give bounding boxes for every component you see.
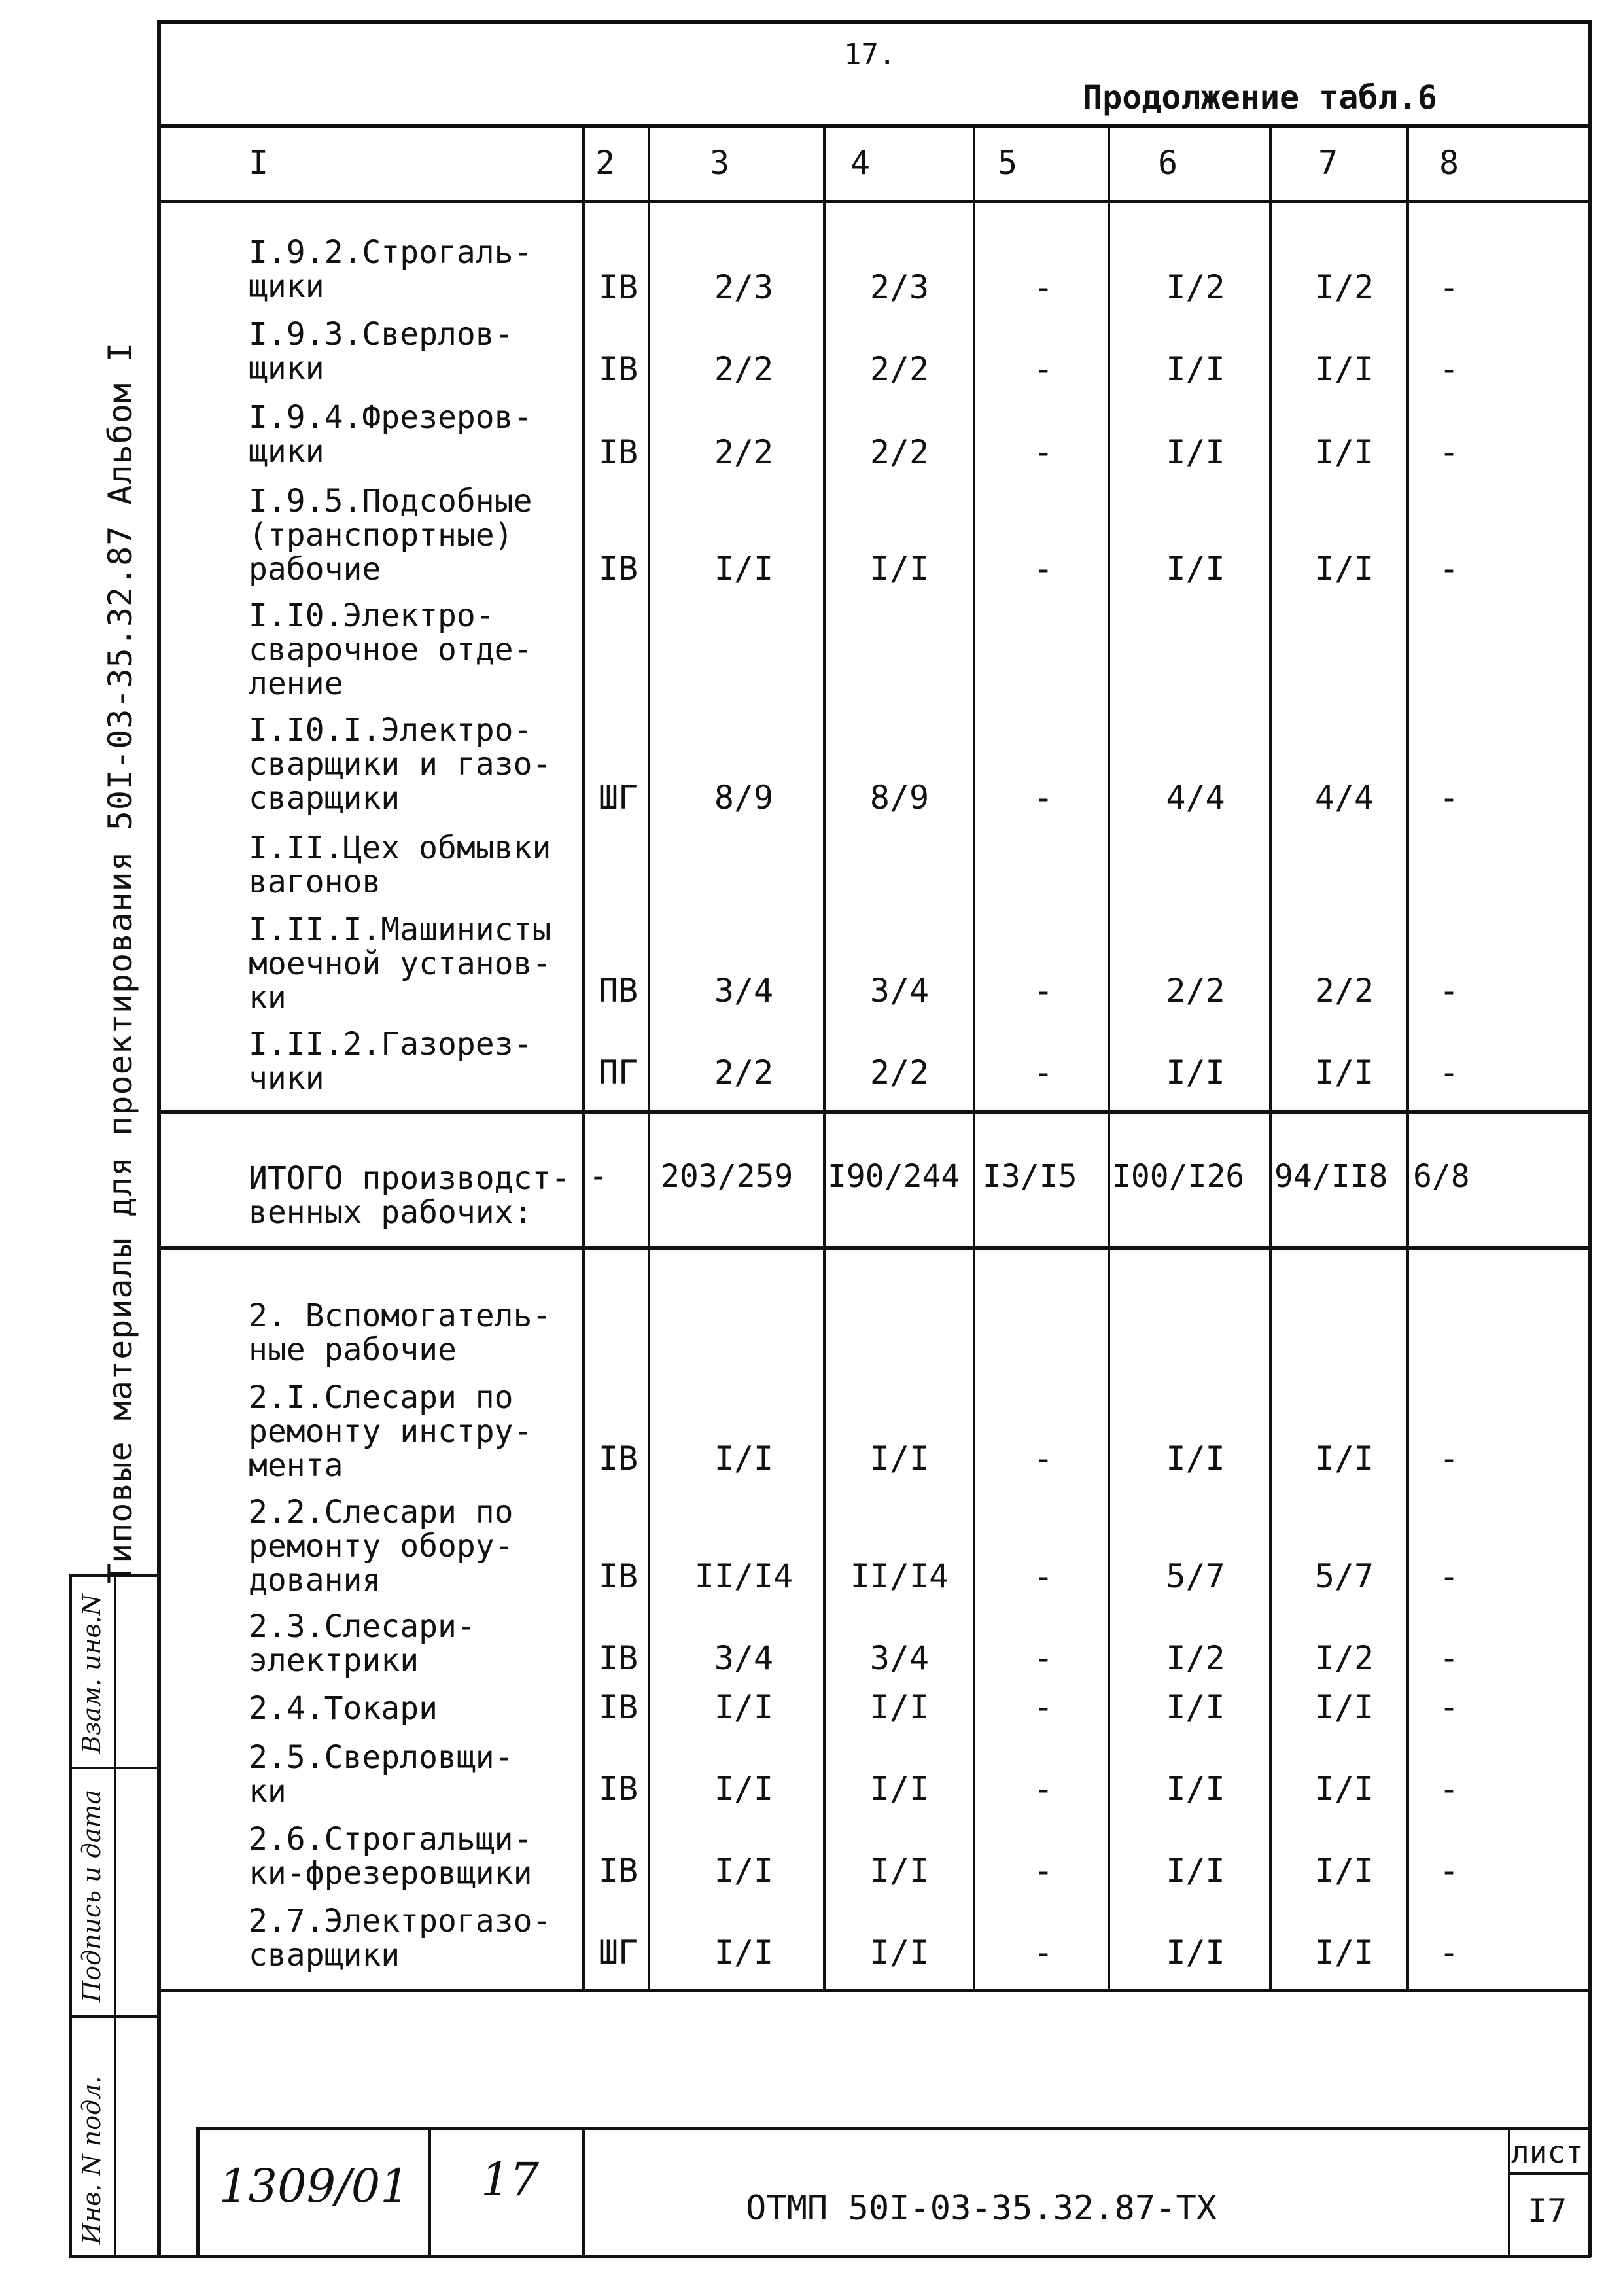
row-col5: - (1033, 1439, 1054, 1477)
total-col5: I3/I5 (983, 1158, 1077, 1195)
row-col7: I/2 (1314, 1639, 1374, 1677)
row-col5: - (1033, 350, 1054, 388)
row-group: ПГ (598, 1053, 638, 1091)
col-header-3: 3 (710, 144, 730, 182)
row-col6: 4/4 (1166, 779, 1225, 817)
side-title: Типовые материалы для проектирования 50I-03-35.32.87 Альбом I (101, 342, 139, 1583)
row-col3: I/I (714, 1688, 774, 1726)
row-col5: - (1033, 1934, 1054, 1971)
stamp-label-replace: Взам. инв.N (77, 1594, 106, 1754)
row-col7: 5/7 (1314, 1557, 1374, 1595)
row-col5: - (1033, 268, 1054, 306)
row-col7: I/I (1314, 1053, 1374, 1091)
row-group: IB (598, 1852, 638, 1890)
row-col6: I/I (1166, 1053, 1225, 1091)
row-group: ШГ (598, 779, 638, 817)
total-col7: 94/II8 (1274, 1158, 1388, 1195)
row-col8: - (1439, 779, 1459, 817)
row-col8: - (1439, 350, 1459, 388)
row-col7: I/I (1314, 1688, 1374, 1726)
row-col8: - (1439, 550, 1459, 588)
row-col3: 2/3 (714, 268, 774, 306)
row-col3: I/I (714, 1770, 774, 1808)
total-col8: 6/8 (1413, 1158, 1470, 1195)
total-col3: 203/259 (661, 1158, 794, 1195)
col-header-7: 7 (1318, 144, 1338, 182)
row-col5: - (1033, 433, 1054, 471)
row-col8: - (1439, 1557, 1459, 1595)
row-col3: I/I (714, 1934, 774, 1971)
row-group: IB (598, 1557, 638, 1595)
row-col4: 2/3 (869, 268, 930, 306)
row-group: IB (598, 268, 638, 306)
row-name: I.II.Цех обмывки вагонов (249, 830, 551, 900)
row-col8: - (1439, 1934, 1459, 1971)
row-col6: I/I (1166, 1688, 1225, 1726)
row-col4: 2/2 (869, 1053, 930, 1091)
row-col3: II/I4 (694, 1557, 794, 1595)
col-header-6: 6 (1158, 144, 1178, 182)
row-col6: 2/2 (1166, 972, 1225, 1010)
row-col8: - (1439, 268, 1459, 306)
row-group: IB (598, 1688, 638, 1726)
col-header-4: 4 (850, 144, 871, 182)
row-col3: I/I (714, 550, 774, 588)
row-col3: 2/2 (714, 433, 774, 471)
row-col3: 2/2 (714, 1053, 774, 1091)
total-group: - (589, 1158, 608, 1195)
row-col8: - (1439, 1639, 1459, 1677)
row-col6: I/I (1166, 350, 1225, 388)
row-col6: I/I (1166, 1852, 1225, 1890)
row-name: 2. Вспомогатель- ные рабочие (249, 1298, 551, 1368)
row-col7: I/I (1314, 433, 1374, 471)
row-name: 2.4.Токари (249, 1690, 438, 1727)
row-col5: - (1033, 1639, 1054, 1677)
row-col5: - (1033, 1770, 1054, 1808)
stamp-label-sign: Подпись и дата (77, 1789, 106, 2002)
row-col8: - (1439, 1688, 1459, 1726)
row-col6: I/I (1166, 1770, 1225, 1808)
row-col7: 4/4 (1314, 779, 1374, 817)
row-col6: I/I (1166, 550, 1225, 588)
row-col3: 3/4 (714, 972, 774, 1010)
row-col4: I/I (869, 1852, 930, 1890)
document-code: ОТМП 50I-03-35.32.87-ТХ (746, 2189, 1217, 2228)
total-col4: I90/244 (828, 1158, 960, 1195)
total-name: ИТОГО производст- венных рабочих: (249, 1160, 570, 1231)
row-col3: 8/9 (714, 779, 774, 817)
row-col5: - (1033, 1852, 1054, 1890)
sheet-label: лист (1511, 2134, 1584, 2170)
row-col8: - (1439, 1439, 1459, 1477)
row-col5: - (1033, 1557, 1054, 1595)
row-name: I.II.I.Машинисты моечной установ- ки (249, 911, 551, 1016)
total-col6: I00/I26 (1112, 1158, 1245, 1195)
row-name: 2.5.Сверловщи- ки (249, 1739, 514, 1810)
row-name: 2.3.Слесари- электрики (249, 1608, 476, 1679)
row-col4: I/I (869, 1770, 930, 1808)
row-name: I.9.4.Фрезеров- щики (249, 399, 532, 470)
row-col5: - (1033, 779, 1054, 817)
col-header-5: 5 (998, 144, 1018, 182)
row-col4: II/I4 (850, 1557, 949, 1595)
row-col7: I/I (1314, 550, 1374, 588)
row-col6: I/2 (1166, 268, 1225, 306)
row-col3: I/I (714, 1439, 774, 1477)
row-group: IB (598, 1639, 638, 1677)
col-header-1: I (249, 144, 269, 182)
row-col7: I/I (1314, 1770, 1374, 1808)
row-name: I.II.2.Газорез- чики (249, 1026, 532, 1097)
row-group: IB (598, 1439, 638, 1477)
row-name: I.I0.Электро- сварочное отде- ление (249, 597, 532, 702)
row-col3: 3/4 (714, 1639, 774, 1677)
row-group: IB (598, 433, 638, 471)
row-col4: I/I (869, 1934, 930, 1971)
row-col7: 2/2 (1314, 972, 1374, 1010)
row-name: 2.2.Слесари по ремонту обору- дования (249, 1494, 514, 1598)
row-col7: I/I (1314, 1934, 1374, 1971)
row-name: I.9.2.Строгаль- щики (249, 234, 532, 305)
row-col7: I/I (1314, 1852, 1374, 1890)
row-group: IB (598, 1770, 638, 1808)
row-name: 2.6.Строгальщи- ки-фрезеровщики (249, 1821, 532, 1892)
row-col4: I/I (869, 550, 930, 588)
row-col8: - (1439, 1770, 1459, 1808)
row-col6: I/I (1166, 1439, 1225, 1477)
page-number-top: 17. (844, 38, 896, 71)
row-name: 2.7.Электрогазо- сварщики (249, 1903, 551, 1973)
sheet-number: I7 (1527, 2192, 1567, 2230)
row-col8: - (1439, 972, 1459, 1010)
row-col6: I/I (1166, 433, 1225, 471)
row-name: I.9.5.Подсобные (транспортные) рабочие (249, 483, 532, 588)
row-name: I.I0.I.Электро- сварщики и газо- сварщики (249, 712, 551, 817)
row-col8: - (1439, 433, 1459, 471)
row-col7: I/2 (1314, 268, 1374, 306)
row-col5: - (1033, 1053, 1054, 1091)
handwritten-number: 1309/01 (219, 2159, 410, 2213)
col-header-2: 2 (595, 144, 616, 182)
row-col5: - (1033, 550, 1054, 588)
row-col4: I/I (869, 1439, 930, 1477)
row-col5: - (1033, 972, 1054, 1010)
row-col8: - (1439, 1852, 1459, 1890)
row-col4: 8/9 (869, 779, 930, 817)
row-group: IB (598, 350, 638, 388)
row-name: 2.I.Слесари по ремонту инстру- мента (249, 1379, 532, 1484)
row-col7: I/I (1314, 1439, 1374, 1477)
handwritten-page: 17 (481, 2153, 540, 2206)
row-name: I.9.3.Сверлов- щики (249, 316, 514, 387)
row-col3: I/I (714, 1852, 774, 1890)
row-col4: 3/4 (869, 972, 930, 1010)
row-col6: I/2 (1166, 1639, 1225, 1677)
row-group: ПВ (598, 972, 638, 1010)
row-col4: I/I (869, 1688, 930, 1726)
table-caption: Продолжение табл.6 (1083, 79, 1437, 116)
row-col8: - (1439, 1053, 1459, 1091)
col-header-8: 8 (1439, 144, 1459, 182)
row-col6: 5/7 (1166, 1557, 1225, 1595)
row-col6: I/I (1166, 1934, 1225, 1971)
row-col5: - (1033, 1688, 1054, 1726)
row-col7: I/I (1314, 350, 1374, 388)
row-col4: 3/4 (869, 1639, 930, 1677)
row-col4: 2/2 (869, 350, 930, 388)
row-col4: 2/2 (869, 433, 930, 471)
row-group: ШГ (598, 1934, 638, 1971)
row-group: IB (598, 550, 638, 588)
row-col3: 2/2 (714, 350, 774, 388)
stamp-label-inv: Инв. N подл. (77, 2075, 106, 2244)
